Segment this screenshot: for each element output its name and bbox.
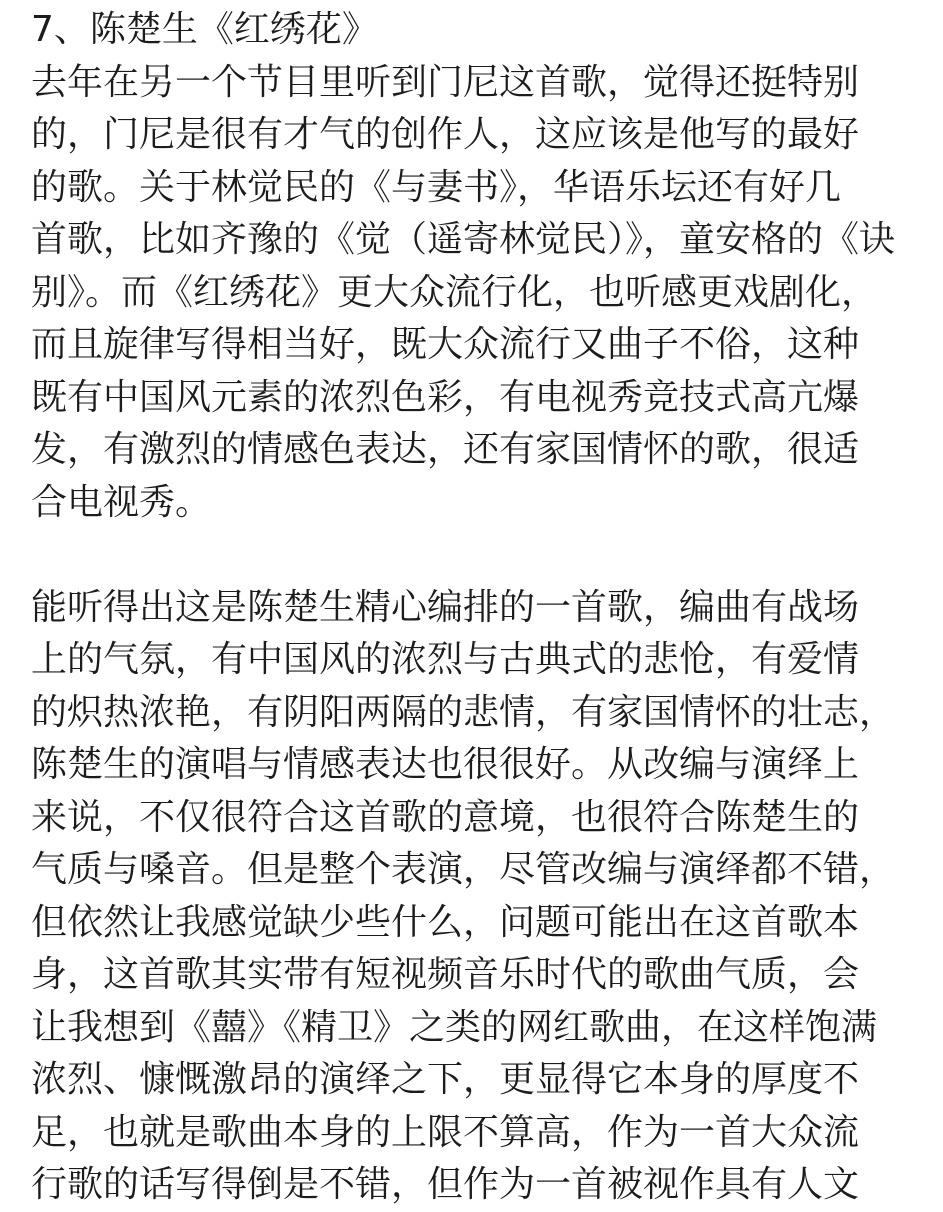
paragraph-line: 浓烈、慷慨激昂的演绎之下，更显得它本身的厚度不	[31, 1059, 860, 1100]
paragraph-2	[31, 582, 921, 1212]
paragraph-line: 行歌的话写得倒是不错，但作为一首被视作具有人文	[31, 1164, 860, 1205]
paragraph-line: 首歌，比如齐豫的《觉（遥寄林觉民）》，童安格的《诀	[31, 219, 896, 260]
paragraph-spacer	[31, 529, 921, 582]
article-body	[31, 4, 921, 1212]
paragraph-1	[31, 57, 921, 530]
paragraph-line: 陈楚生的演唱与情感表达也很很好。从改编与演绎上	[31, 744, 860, 785]
paragraph-line: 足，也就是歌曲本身的上限不算高，作为一首大众流	[31, 1111, 860, 1153]
paragraph-line: 既有中国风元素的浓烈色彩，有电视秀竞技式高亢爆	[31, 376, 860, 418]
paragraph-line: 别》。而《红绣花》更大众流行化，也听感更戏剧化，	[31, 271, 878, 313]
paragraph-line: 但依然让我感觉缺少些什么，问题可能出在这首歌本	[31, 901, 860, 943]
paragraph-line: 让我想到《囍》《精卫》之类的网红歌曲，在这样饱满	[31, 1006, 878, 1048]
paragraph-line: 而且旋律写得相当好，既大众流行又曲子不俗，这种	[31, 324, 860, 365]
paragraph-line: 身，这首歌其实带有短视频音乐时代的歌曲气质，会	[31, 954, 860, 995]
paragraph-line: 的炽热浓艳，有阴阳两隔的悲情，有家国情怀的壮志，	[31, 691, 896, 733]
paragraph-line: 合电视秀。	[31, 481, 212, 523]
paragraph-line: 上的气氛，有中国风的浓烈与古典式的悲怆，有爱情	[31, 639, 860, 680]
paragraph-line: 去年在另一个节目里听到门尼这首歌，觉得还挺特别	[31, 61, 860, 103]
paragraph-line: 气质与嗓音。但是整个表演，尽管改编与演绎都不错，	[31, 849, 896, 890]
paragraph-line: 发，有激烈的情感色表达，还有家国情怀的歌，很适	[31, 429, 860, 470]
paragraph-line: 来说，不仅很符合这首歌的意境，也很符合陈楚生的	[31, 796, 860, 838]
paragraph-line: 能听得出这是陈楚生精心编排的一首歌，编曲有战场	[31, 586, 860, 628]
paragraph-line: 的，门尼是很有才气的创作人，这应该是他写的最好	[31, 114, 860, 155]
article-heading: 7、陈楚生《红绣花》	[31, 9, 378, 50]
paragraph-line: 的歌。关于林觉民的《与妻书》，华语乐坛还有好几	[31, 166, 842, 208]
